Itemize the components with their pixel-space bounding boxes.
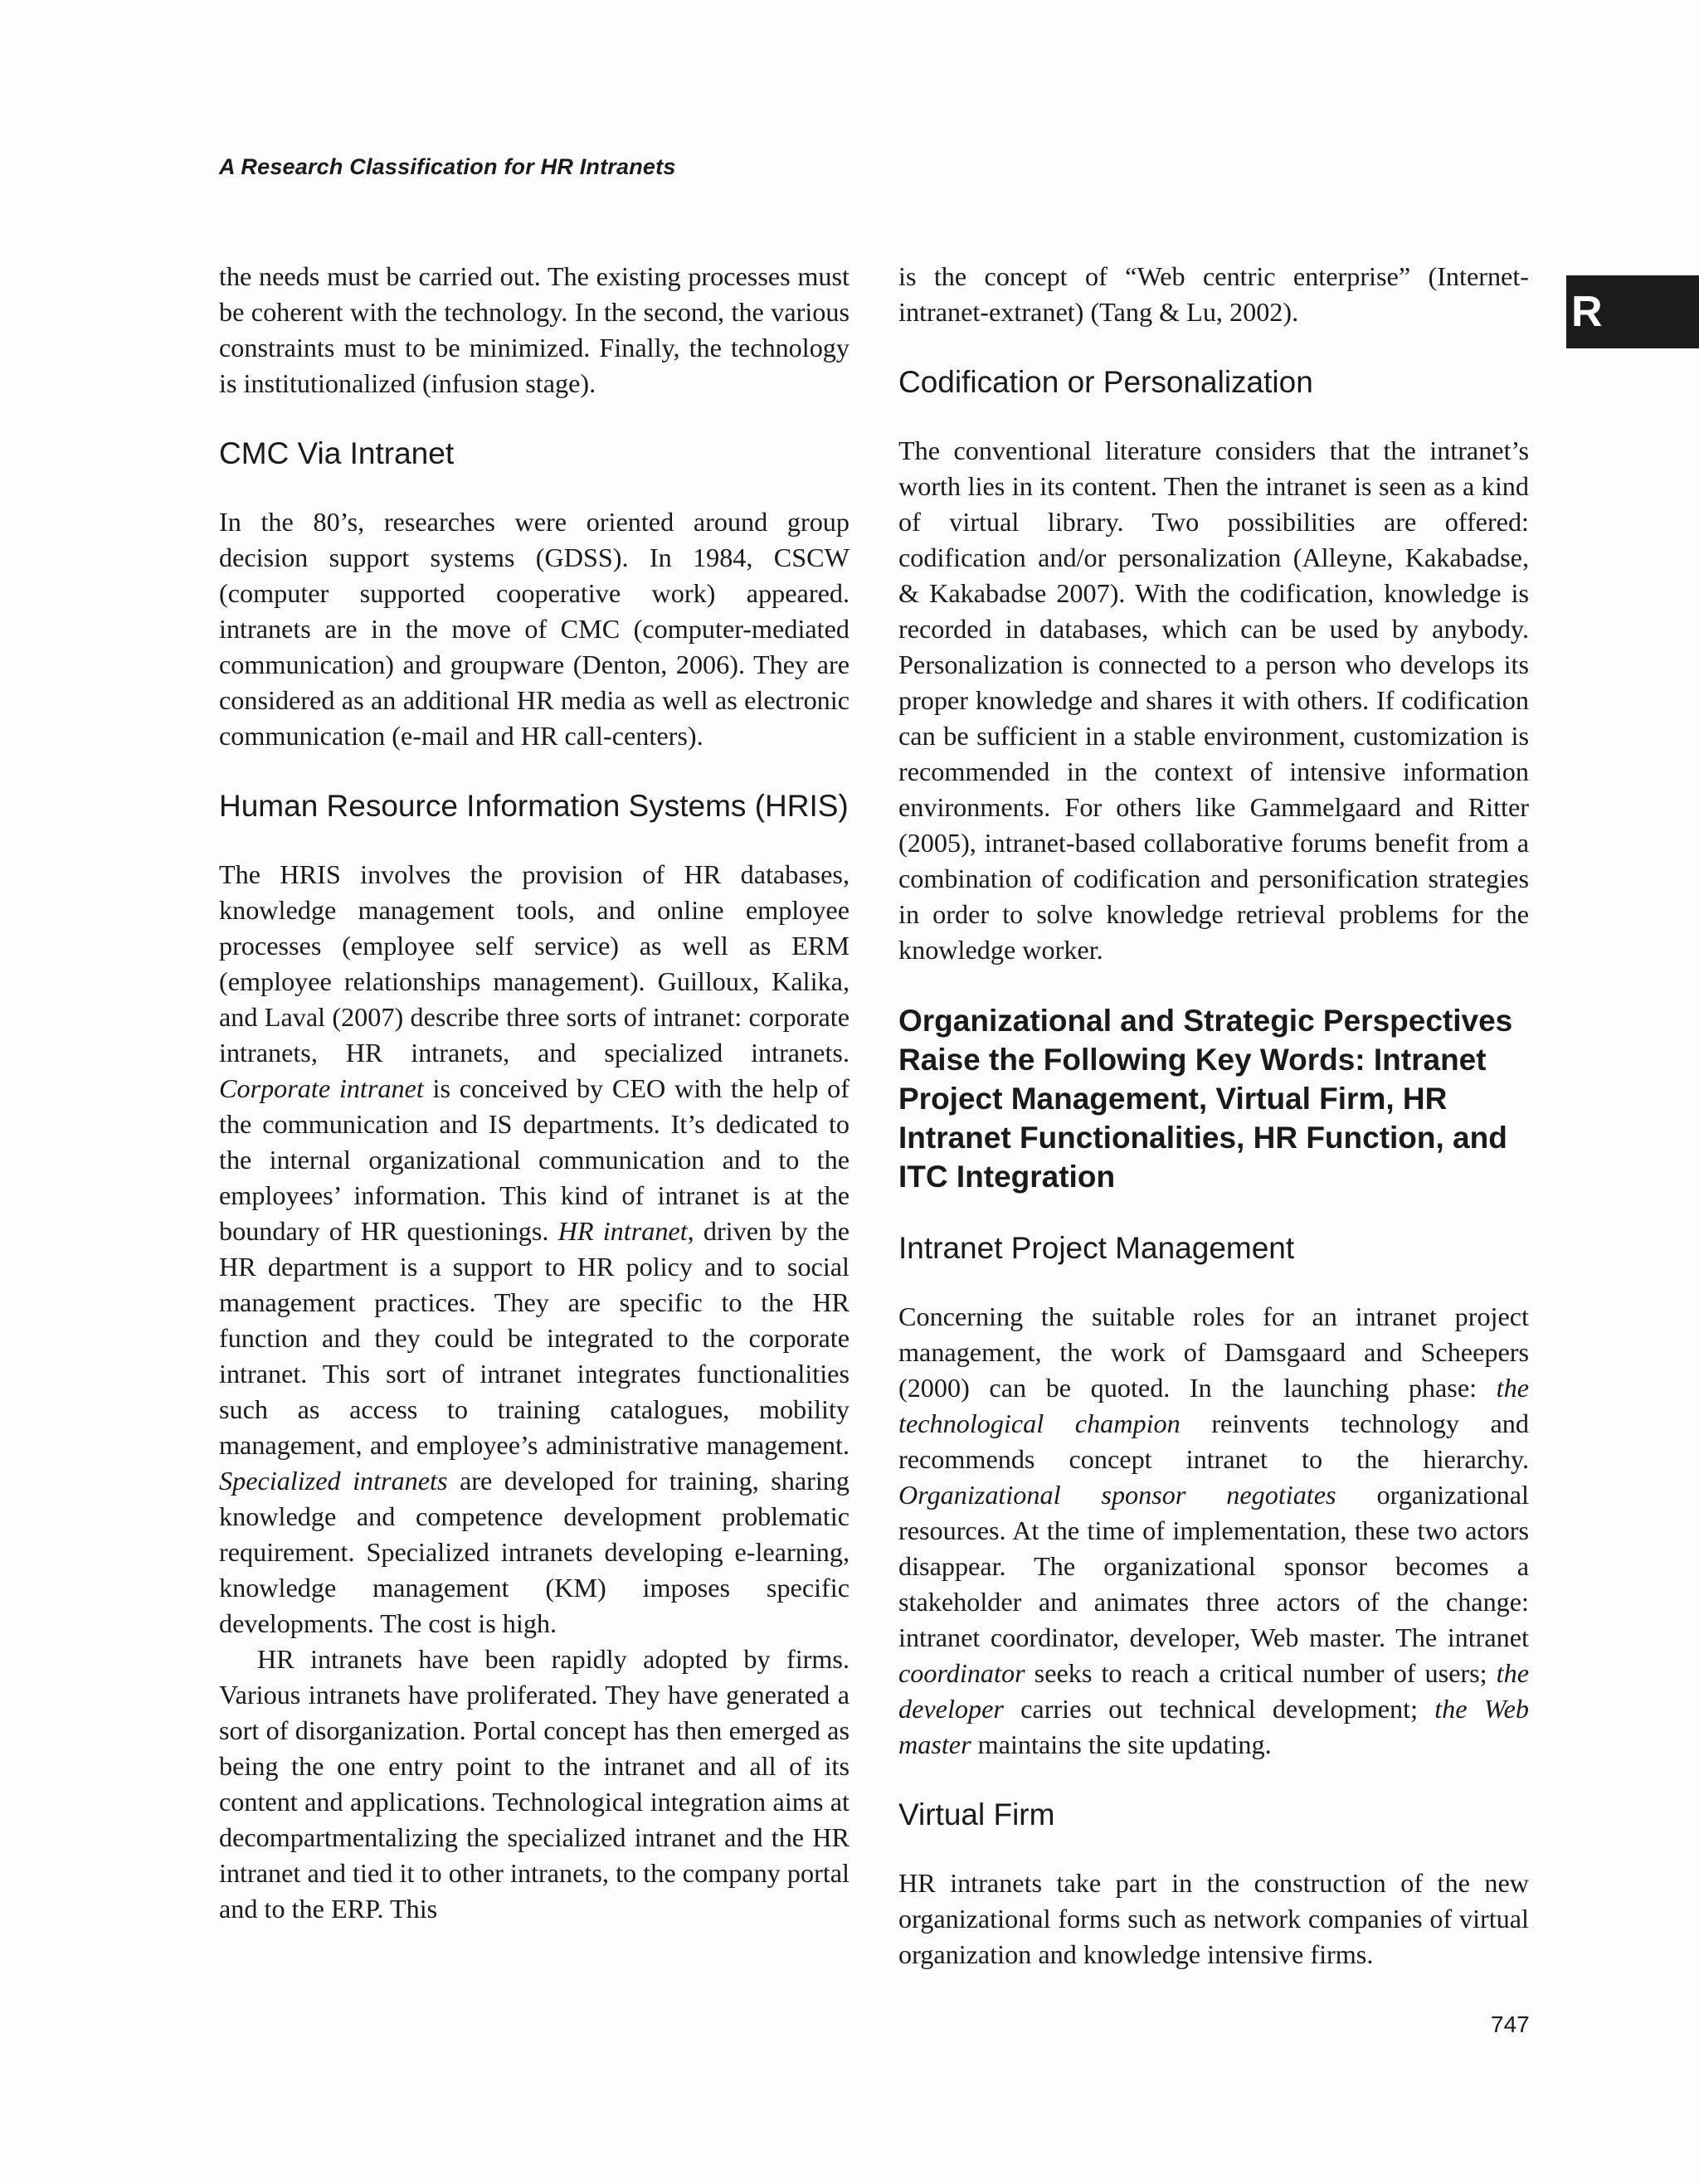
text-run: are developed for training, sharing knowledge and competence development problematic requirement. Specialized intranets developing e-learning, knowledge management (KM) imposes specific developments. The cost is high. (219, 1466, 850, 1638)
paragraph-codification: The conventional literature considers that the intranet’s worth lies in its content. Then the intranet is seen as a kind of virtual library. Two possibilities are offered: codification and/or personalization (Alleyne, Kakabadse, & Kakabadse 2007). With the codification, knowledge is recorded in databases, which can be used by anybody. Personalization is connected to a person who develops its proper knowledge and shares it with others. If codification can be sufficient in a stable environment, customization is recommended in the context of intensive information environments. For others like Gammelgaard and Ritter (2005), intranet-based collaborative forums benefit from a combination of codification and personification strategies in order to solve knowledge retrieval problems for the knowledge worker. (898, 435, 1529, 965)
left-column (219, 259, 850, 1927)
emphasis-web-master: the Web master (898, 1694, 1530, 1759)
heading-codification-personalization: Codification or Personalization (898, 365, 1313, 399)
text-run: reinvents technology and recommends concept intranet to the hierarchy. (898, 1408, 1529, 1474)
text-run: carries out technical development; (1003, 1694, 1435, 1724)
heading-organizational-perspectives: Organizational and Strategic Perspectives Raise the Following Key Words: Intranet Project Management, Virtual Firm, HR Intranet Functionalities, HR Function, and ITC Integration (898, 1004, 1513, 1194)
emphasis-developer: the developer (898, 1658, 1529, 1724)
paragraph-intro: the needs must be carried out. The existing processes must be coherent with the technology. In the second, the various constraints must to be minimized. Finally, the technology is institutionalized (infusion stage). (219, 261, 850, 398)
emphasis-technological-champion: the technological champion (898, 1373, 1529, 1438)
heading-virtual-firm: Virtual Firm (898, 1797, 1055, 1831)
text-run: organizational resources. At the time of implementation, these two actors disappear. The organizational sponsor becomes a stakeholder and animates three actors of the change: intranet coordinator, developer, Web master. The intranet (898, 1480, 1529, 1652)
heading-hris: Human Resource Information Systems (HRIS) (219, 789, 849, 823)
running-head: A Research Classification for HR Intranets (219, 154, 676, 179)
text-run: , driven by the HR department is a support to HR policy and to social management practices. They are specific to the HR function and they could be integrated to the corporate intranet. This sort of intranet integrates functionalities such as access to training catalogues, mobility management, and employee’s administrative management. (219, 1216, 850, 1460)
section-thumb-tab (1566, 275, 1699, 348)
emphasis-organizational-sponsor: Organizational sponsor negotiates (898, 1480, 1336, 1510)
page-number: 747 (1491, 2011, 1530, 2037)
thumb-tab-letter: R (1571, 288, 1603, 336)
emphasis-specialized-intranets: Specialized intranets (219, 1466, 448, 1496)
text-run: is conceived by CEO with the help of the communication and IS departments. It’s dedicated to the internal organizational communication and to the employees’ information. This kind of intranet is at the boundary of HR questionings. (219, 1073, 850, 1246)
paragraph-virtual-firm: HR intranets take part in the construction of the new organizational forms such as network companies of virtual organization and knowledge intensive firms. (898, 1868, 1529, 1969)
paragraph-portal: HR intranets have been rapidly adopted by firms. Various intranets have proliferated. They have generated a sort of disorganization. Portal concept has then emerged as being the one entry point to the intranet and all of its content and applications. Technological integration aims at decompartmentalizing the specialized intranet and the HR intranet and tied it to other intranets, to the company portal and to the ERP. This (219, 1644, 850, 1924)
paragraph-project-management (898, 1299, 1529, 1763)
paragraph-continuation: is the concept of “Web centric enterprise” (Internet-intranet-extranet) (Tang & Lu, 2002). (898, 261, 1529, 327)
paragraph-cmc: In the 80’s, researches were oriented around group decision support systems (GDSS). In 1984, CSCW (computer supported cooperative work) appeared. intranets are in the move of CMC (computer-mediated communication) and groupware (Denton, 2006). They are considered as an additional HR media as well as electronic communication (e-mail and HR call-centers). (219, 507, 850, 751)
text-run: seeks to reach a critical number of users; (1025, 1658, 1497, 1688)
heading-intranet-project-management: Intranet Project Management (898, 1231, 1295, 1265)
text-run: The HRIS involves the provision of HR databases, knowledge management tools, and online employee processes (employee self service) as well as ERM (employee relationships management). Guilloux, Kalika, and Laval (2007) describe three sorts of intranet: corporate intranets, HR intranets, and specialized intranets. (219, 859, 850, 1068)
emphasis-coordinator: coordinator (898, 1658, 1025, 1688)
text-run: Concerning the suitable roles for an intranet project management, the work of Damsgaard and Scheepers (2000) can be quoted. In the launching phase: (898, 1301, 1529, 1403)
heading-cmc-via-intranet: CMC Via Intranet (219, 436, 455, 470)
text-run: maintains the site updating. (971, 1729, 1272, 1759)
right-column (898, 259, 1529, 1972)
emphasis-hr-intranet: HR intranet (557, 1216, 688, 1246)
emphasis-corporate-intranet: Corporate intranet (219, 1073, 424, 1103)
paragraph-hris (219, 857, 850, 1642)
